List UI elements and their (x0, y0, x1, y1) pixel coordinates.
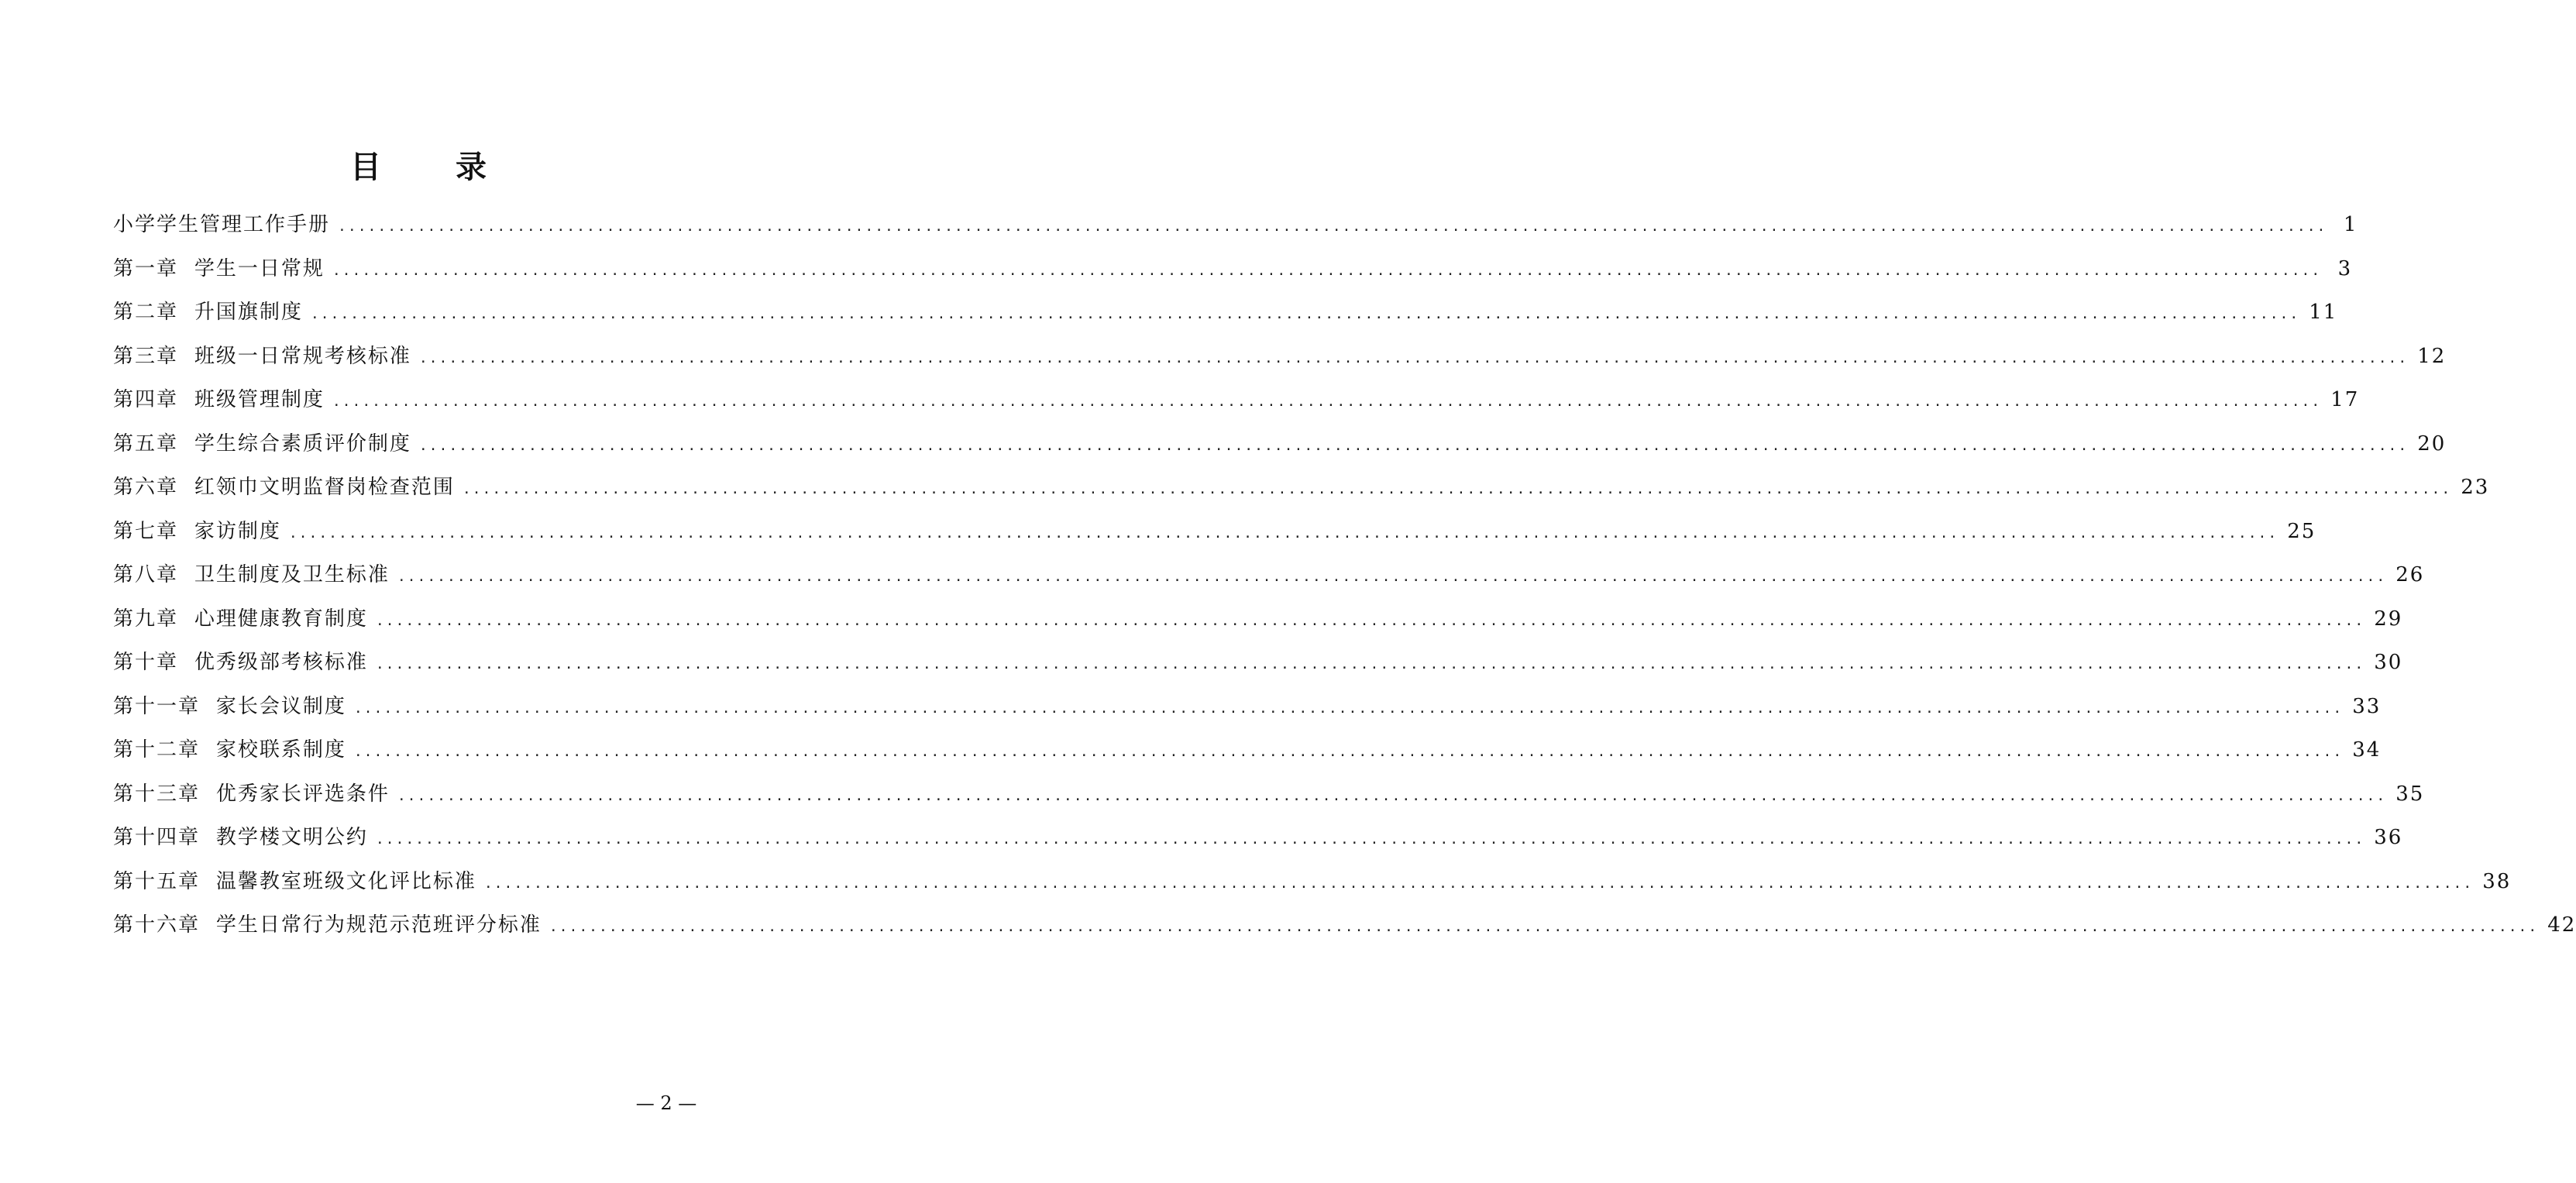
toc-entry-label (113, 772, 390, 816)
toc-dot-leader: ........................................................................................................................................................................................................ (375, 656, 2365, 672)
toc-entry-label (113, 597, 368, 641)
toc-dot-leader: ........................................................................................................................................................................................................ (353, 744, 2344, 760)
toc-entry-label (113, 685, 346, 728)
toc-chapter-title: 家访制度 (194, 519, 281, 543)
toc-page-number: 29 (2374, 607, 2403, 631)
toc-page-number: 34 (2352, 738, 2382, 762)
toc-chapter-title: 升国旗制度 (194, 301, 303, 324)
toc-entry[interactable] (113, 422, 2447, 466)
toc-entry[interactable] (113, 335, 2447, 379)
toc-page-number: 20 (2417, 432, 2447, 456)
toc-page-number: 35 (2395, 782, 2425, 806)
toc-entry-label (113, 247, 325, 291)
toc-dot-leader: ........................................................................................................................................................................................................ (353, 700, 2344, 717)
toc-dot-leader: ........................................................................................................................................................................................................ (397, 569, 2387, 585)
toc-chapter-number: 第十五章 (113, 869, 201, 893)
toc-entry-label (113, 641, 368, 684)
toc-dot-leader: ........................................................................................................................................................................................................ (375, 612, 2365, 629)
toc-chapter-title: 心理健康教育制度 (194, 607, 368, 631)
toc-chapter-number: 第十一章 (113, 694, 201, 718)
toc-dot-leader: ........................................................................................................................................................................................................ (462, 481, 2452, 497)
toc-chapter-number: 第六章 (113, 476, 179, 499)
toc-entry[interactable] (113, 247, 2353, 291)
toc-chapter-number: 第四章 (113, 388, 179, 411)
toc-chapter-number: 第五章 (113, 432, 179, 456)
toc-chapter-number: 第十章 (113, 651, 179, 674)
toc-dot-leader: ........................................................................................................................................................................................................ (310, 306, 2300, 322)
toc-chapter-title: 学生日常行为规范示范班评分标准 (215, 913, 542, 937)
toc-chapter-title: 卫生制度及卫生标准 (194, 563, 390, 586)
toc-chapter-title: 学生综合素质评价制度 (194, 432, 411, 456)
toc-dot-leader: ........................................................................................................................................................................................................ (338, 218, 2327, 235)
toc-page-number: 26 (2395, 563, 2425, 586)
toc-page-number: 38 (2482, 869, 2512, 893)
toc-dot-leader: ........................................................................................................................................................................................................ (418, 437, 2409, 454)
toc-chapter-number: 第八章 (113, 563, 179, 586)
toc-chapter-title: 班级管理制度 (194, 388, 325, 411)
toc-entry-label (113, 203, 330, 246)
toc-page-number: 33 (2352, 694, 2382, 718)
toc-chapter-title: 班级一日常规考核标准 (194, 344, 411, 368)
toc-entry[interactable] (113, 510, 2316, 554)
toc-entry-label (113, 291, 303, 334)
toc-page-number: 11 (2309, 301, 2338, 324)
toc-entry-label (113, 510, 281, 553)
toc-chapter-number: 第十六章 (113, 913, 201, 937)
toc-chapter-number: 第七章 (113, 519, 179, 543)
toc-dot-leader: ........................................................................................................................................................................................................ (549, 919, 2539, 935)
toc-entry[interactable] (113, 291, 2338, 335)
toc-dot-leader: ........................................................................................................................................................................................................ (375, 831, 2365, 848)
toc-page-number: 36 (2374, 826, 2403, 849)
toc-entry-label (113, 816, 368, 859)
toc-chapter-title: 温馨教室班级文化评比标准 (215, 869, 476, 893)
toc-entry[interactable] (113, 641, 2403, 685)
toc-entry-label (113, 860, 476, 903)
toc-entry[interactable] (113, 685, 2382, 729)
page-title: 目录 (350, 150, 561, 185)
table-of-contents (113, 203, 2576, 947)
toc-entry[interactable] (113, 466, 2490, 510)
toc-page-number: 17 (2330, 388, 2360, 411)
toc-entry[interactable] (113, 378, 2360, 422)
toc-dot-leader: ........................................................................................................................................................................................................ (332, 394, 2322, 410)
toc-chapter-title: 红领巾文明监督岗检查范围 (194, 476, 455, 499)
toc-chapter-number: 第九章 (113, 607, 179, 631)
toc-page-number: 23 (2461, 476, 2490, 499)
toc-chapter-number: 第三章 (113, 344, 179, 368)
toc-page-number: 25 (2287, 519, 2316, 543)
toc-entry[interactable] (113, 772, 2425, 817)
toc-entry-label (113, 466, 455, 509)
toc-chapter-number: 第十二章 (113, 738, 201, 762)
toc-chapter-number: 第一章 (113, 256, 179, 280)
toc-dot-leader: ........................................................................................................................................................................................................ (397, 787, 2387, 804)
toc-chapter-title: 学生一日常规 (194, 256, 325, 280)
toc-entry[interactable] (113, 816, 2403, 860)
toc-chapter-title: 小学学生管理工作手册 (113, 213, 331, 236)
toc-dot-leader: ........................................................................................................................................................................................................ (288, 524, 2279, 542)
toc-page-number: 30 (2374, 651, 2403, 674)
toc-page-number: 1 (2343, 213, 2358, 236)
toc-entry-label (113, 422, 411, 466)
toc-chapter-title: 家长会议制度 (215, 694, 346, 718)
toc-entry-label (113, 903, 542, 947)
toc-page-number: 42 (2547, 913, 2576, 937)
toc-entry[interactable] (113, 728, 2382, 772)
toc-entry[interactable] (113, 203, 2358, 247)
toc-chapter-number: 第十三章 (113, 782, 201, 806)
toc-entry[interactable] (113, 597, 2403, 641)
toc-chapter-title: 家校联系制度 (215, 738, 346, 762)
page-number: — 2 — (635, 1092, 697, 1114)
toc-chapter-number: 第二章 (113, 301, 179, 324)
toc-entry-label (113, 335, 411, 378)
toc-entry[interactable] (113, 860, 2512, 904)
toc-entry[interactable] (113, 553, 2425, 597)
toc-dot-leader: ........................................................................................................................................................................................................ (418, 349, 2409, 366)
toc-entry-label (113, 553, 390, 597)
toc-entry-label (113, 378, 325, 421)
toc-entry-label (113, 728, 346, 772)
toc-page-number: 3 (2337, 256, 2353, 280)
toc-page-number: 12 (2417, 344, 2447, 368)
toc-entry[interactable] (113, 903, 2576, 947)
toc-chapter-title: 优秀家长评选条件 (215, 782, 390, 806)
toc-chapter-title: 教学楼文明公约 (215, 826, 368, 849)
toc-dot-leader: ........................................................................................................................................................................................................ (483, 875, 2474, 892)
toc-dot-leader: ........................................................................................................................................................................................................ (332, 262, 2322, 279)
toc-chapter-number: 第十四章 (113, 826, 201, 849)
toc-chapter-title: 优秀级部考核标准 (194, 651, 368, 674)
